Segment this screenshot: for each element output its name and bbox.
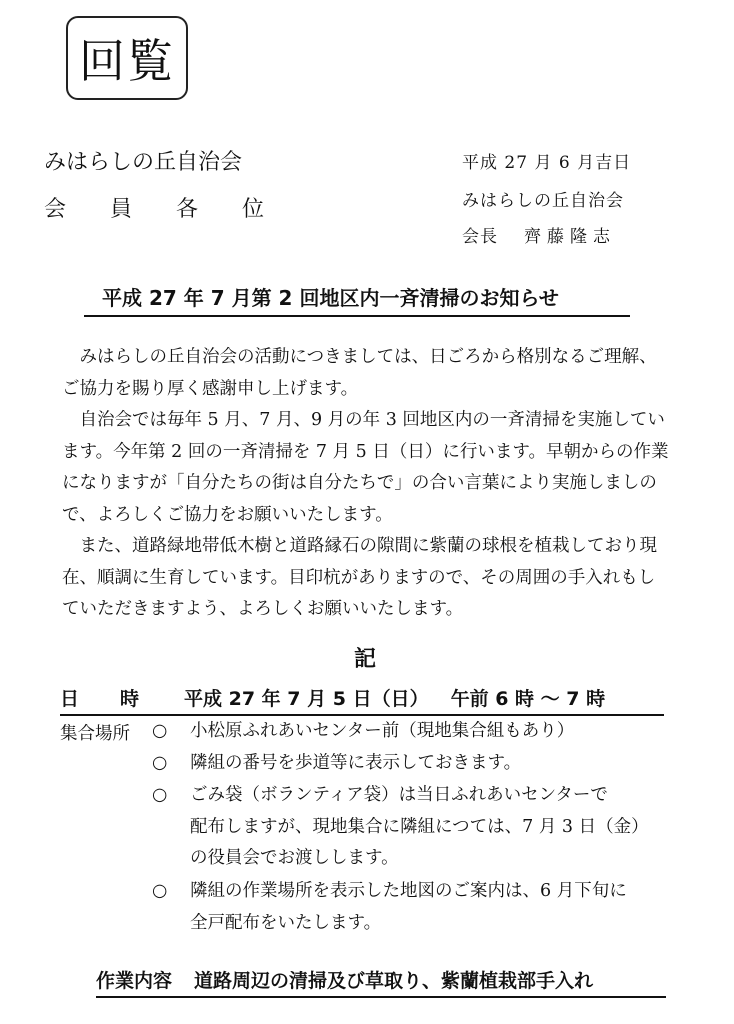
ki-heading: 記: [354, 647, 377, 672]
body-line: ご協力を賜り厚く感謝申し上げます。: [62, 378, 359, 399]
datetime-label: 日 時: [60, 688, 140, 710]
meeting-place-label: 集合場所: [60, 724, 130, 744]
circle-bullet-icon: ○: [152, 753, 168, 773]
meeting-item: ○ ごみ袋（ボランティア袋）は当日ふれあいセンターで 配布しますが、現地集合に隣組につては、7 月 3 日（金） の役員会でお渡しします。: [152, 780, 692, 875]
meeting-item: ○ 小松原ふれあいセンター前（現地集合組もあり）: [152, 716, 692, 748]
work-content-label: 作業内容: [96, 970, 173, 992]
circle-bullet-icon: ○: [152, 881, 168, 901]
meeting-item: ○ 隣組の作業場所を表示した地図のご案内は、6 月下旬に 全戸配布をいたします。: [152, 876, 692, 939]
event-datetime: [60, 684, 664, 716]
event-time: 午前 6 時 ～ 7 時: [450, 688, 606, 710]
sender-title: 会長: [462, 227, 498, 247]
sender-org: みはらしの丘自治会: [462, 191, 624, 211]
body-line: になりますが「自分たちの街は自分たちで」の合い言葉により実施しましの: [62, 473, 657, 493]
body-line: 自治会では毎年 5 月、7 月、9 月の年 3 回地区内の一斉清掃を実施してい: [62, 410, 665, 430]
body-line: みはらしの丘自治会の活動につきましては、日ごろから格別なるご理解、: [62, 347, 657, 367]
body-line: また、道路緑地帯低木樹と道路縁石の隙間に紫蘭の球根を植栽しており現: [62, 536, 657, 556]
stamp-label: 回覧: [79, 34, 175, 88]
circle-bullet-icon: ○: [152, 721, 168, 741]
circulation-stamp: [66, 16, 188, 100]
body-line: で、よろしくご協力をお願いいたします。: [62, 504, 393, 525]
circle-bullet-icon: ○: [152, 785, 168, 805]
body-line: 在、順調に生育しています。目印杭がありますので、その周囲の手入れもし: [62, 567, 656, 588]
work-content: [96, 966, 666, 998]
work-content-text: 道路周辺の清掃及び草取り、紫蘭植栽部手入れ: [194, 970, 594, 992]
meeting-item: ○ 隣組の番号を歩道等に表示しておきます。: [152, 748, 692, 780]
sender-signature: [462, 222, 616, 247]
addressee-recipients: 会 員 各 位: [44, 197, 265, 222]
sender-date: 平成 27 月 6 月吉日: [462, 153, 632, 173]
document-title: 平成 27 年 7 月第 2 回地区内一斉清掃のお知らせ: [84, 282, 630, 317]
body-line: ていただきますよう、よろしくお願いいたします。: [62, 599, 464, 619]
addressee-org: みはらしの丘自治会: [44, 150, 243, 175]
body-text: [62, 342, 692, 626]
event-date: 平成 27 年 7 月 5 日（日）: [184, 688, 429, 710]
body-line: ます。今年第 2 回の一斉清掃を 7 月 5 日（日）に行います。早朝からの作業: [62, 441, 669, 462]
sender-name: 齊藤隆志: [524, 227, 616, 247]
